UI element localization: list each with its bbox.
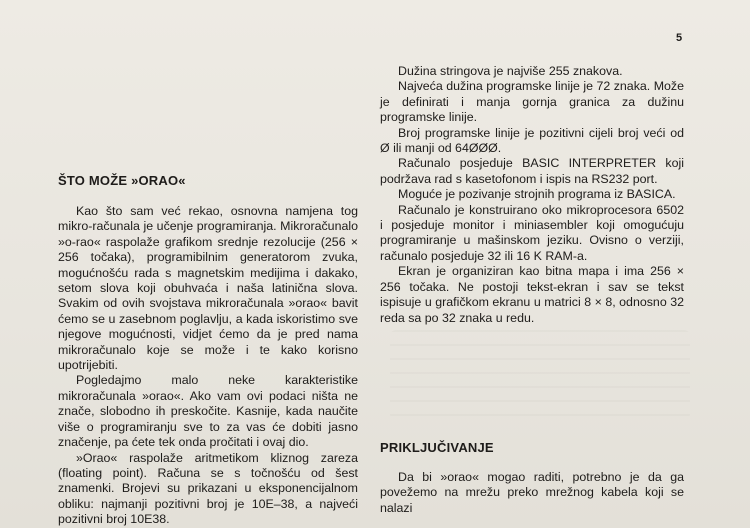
page-number: 5 bbox=[676, 32, 683, 44]
paragraph: Računalo je konstruirano oko mikroprocesora 6502 i posjeduje monitor i miniasembler koji omogućuju programiranje u mašinskom jeziku. Ovisno o verziji, računalo posjeduje 32 ili 16 K RAM-a. bbox=[380, 202, 684, 263]
left-column bbox=[58, 204, 358, 528]
bottom-paragraph-block bbox=[380, 470, 684, 516]
paragraph: Broj programske linije je pozitivni cijeli broj veći od Ø ili manji od 64ØØØ. bbox=[380, 125, 684, 156]
paragraph: Dužina stringova je najviše 255 znakova. bbox=[398, 64, 623, 78]
paragraph: Računalo posjeduje BASIC INTERPRETER koji podržava rad s kasetofonom i ispis na RS232 port. bbox=[380, 156, 684, 186]
section-heading-sto-moze-orao: ŠTO MOŽE »ORAO« bbox=[58, 173, 186, 188]
paragraph: Moguće je pozivanje strojnih programa iz BASICA. bbox=[398, 187, 676, 202]
paragraph: Ekran je organiziran kao bitna mapa i ima 256 × 256 točaka. Ne postoji tekst-ekran i sav se tekst ispisuje u grafičkom ekranu u matrici 8 × 8, odnosno 32 reda sa po 32 znaka u redu. bbox=[380, 264, 684, 325]
section-heading-prikljucivanje: PRIKLJUČIVANJE bbox=[380, 440, 494, 455]
paragraph: Da bi »orao« mogao raditi, potrebno je da ga povežemo na mrežu preko mrežnog kabela koji se nalazi bbox=[380, 470, 684, 515]
right-column bbox=[380, 64, 684, 326]
paragraph: Pogledajmo malo neke karakteristike mikroračunala »orao«. Ako vam ovi podaci ništa ne znače, slobodno ih preskočite. Kasnije, kada naučite više o programiranju sve to za vas će dobiti jasno značenje, pa ćete tek onda pročitati i ovaj dio. bbox=[58, 373, 358, 450]
bleed-through bbox=[390, 330, 690, 420]
paragraph: »Orao« raspolaže aritmetikom kliznog zareza (floating point). Računa se s točnošću od šest znamenki. Brojevi su prikazani u eksponencijalnom obliku: najmanji pozitivni broj je 10E–38, a najveći pozitivni broj 10E38. bbox=[58, 450, 358, 527]
paragraph: Kao što sam već rekao, osnovna namjena tog mikro-računala je učenje programiranja. Mikroračunalo »o-rao« raspolaže grafikom srednje rezolucije (256 × 256 točaka), programibilnim generatorom zvuka, mogućnošću rada s magnetskim medijima i dakako, setom slova koji obuhvaća i naša latinična slova. Svakim od ovih svojstava mikroračunala »orao« bavit ćemo se u zasebnom poglavlju, a kada iskoristimo sve njegove mogućnosti, vidjet ćemo da je pred nama mikroračunalo koje se može i te kako korisno upotrijebiti. bbox=[58, 204, 358, 373]
paragraph: Najveća dužina programske linije je 72 znaka. Može je definirati i manja gornja granica za dužinu programske linije. bbox=[380, 79, 684, 125]
